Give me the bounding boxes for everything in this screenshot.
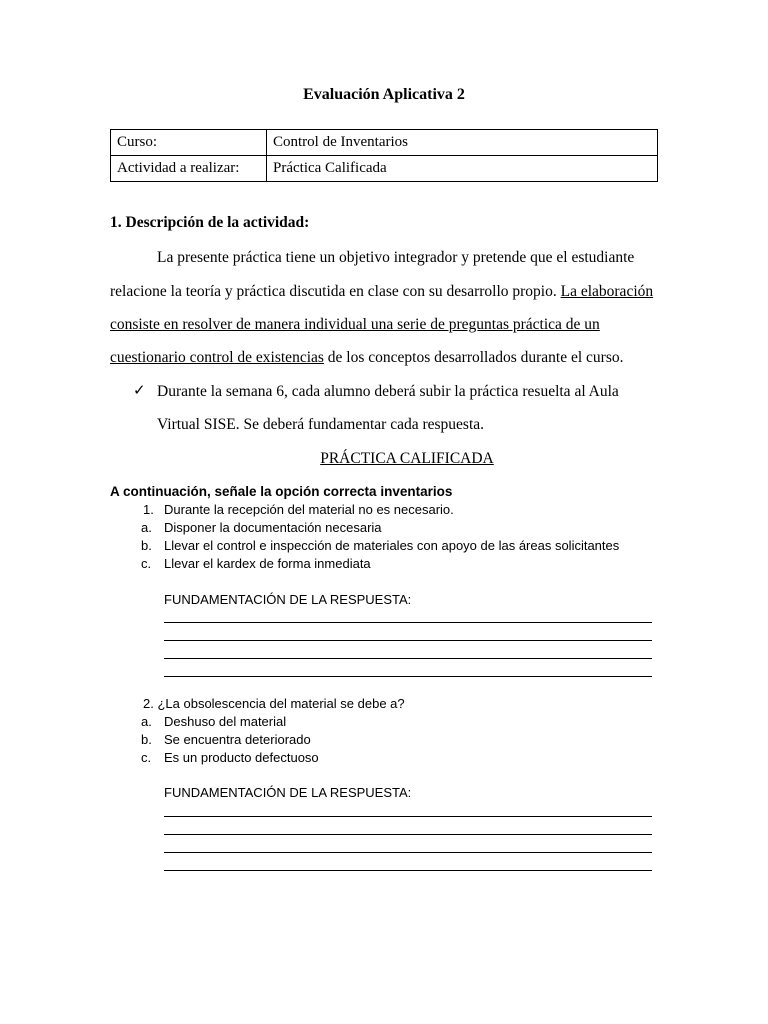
- answer-line[interactable]: [164, 834, 652, 835]
- option-marker: c.: [141, 750, 152, 765]
- description-underlined-text: La elaboración: [560, 283, 654, 300]
- course-info-table: [110, 129, 658, 182]
- answer-line[interactable]: [164, 622, 652, 623]
- description-underlined-text: consiste en resolver de manera individual una serie de preguntas práctica de un: [110, 316, 600, 333]
- answer-line[interactable]: [164, 852, 652, 853]
- option-text: Es un producto defectuoso: [164, 750, 319, 765]
- question-number: 1.: [143, 502, 154, 517]
- question-line: [143, 696, 405, 711]
- answer-line[interactable]: [164, 816, 652, 817]
- question-number: 2.: [143, 696, 154, 711]
- fundamentation-label: FUNDAMENTACIÓN DE LA RESPUESTA:: [164, 785, 412, 800]
- course-value: Control de Inventarios: [267, 130, 658, 156]
- table-row: [111, 156, 658, 182]
- option-marker: c.: [141, 556, 152, 571]
- option-text: Llevar el control e inspección de materiales con apoyo de las áreas solicitantes: [164, 538, 620, 553]
- option-text: Deshuso del material: [164, 714, 287, 729]
- description-line: La presente práctica tiene un objetivo integrador y pretende que el estudiante: [157, 249, 635, 266]
- question-text: ¿La obsolescencia del material se debe a?: [157, 696, 405, 711]
- description-line: [110, 283, 653, 301]
- option-marker: b.: [141, 732, 152, 747]
- section-heading: 1. Descripción de la actividad:: [110, 214, 310, 231]
- option-text: Llevar el kardex de forma inmediata: [164, 556, 371, 571]
- answer-line[interactable]: [164, 658, 652, 659]
- course-label: Curso:: [111, 130, 267, 156]
- document-title: Evaluación Aplicativa 2: [303, 86, 465, 103]
- option-text: Se encuentra deteriorado: [164, 732, 311, 747]
- option-marker: b.: [141, 538, 152, 553]
- instruction-text: A continuación, señale la opción correcta inventarios: [110, 484, 453, 499]
- description-line: [110, 349, 624, 367]
- activity-label: Actividad a realizar:: [111, 156, 267, 182]
- bullet-text: Virtual SISE. Se deberá fundamentar cada respuesta.: [157, 416, 485, 433]
- option-marker: a.: [141, 520, 152, 535]
- practice-heading: PRÁCTICA CALIFICADA: [320, 450, 494, 467]
- activity-value: Práctica Calificada: [267, 156, 658, 182]
- question-text: Durante la recepción del material no es necesario.: [164, 502, 454, 517]
- option-text: Disponer la documentación necesaria: [164, 520, 382, 535]
- description-underlined-text: cuestionario control de existencias: [110, 349, 324, 366]
- fundamentation-label: FUNDAMENTACIÓN DE LA RESPUESTA:: [164, 592, 412, 607]
- description-text: relacione la teoría y práctica discutida en clase con su desarrollo propio.: [110, 283, 561, 300]
- option-marker: a.: [141, 714, 152, 729]
- table-row: [111, 130, 658, 156]
- answer-line[interactable]: [164, 870, 652, 871]
- checkmark-icon: ✓: [133, 383, 146, 399]
- answer-line[interactable]: [164, 640, 652, 641]
- bullet-text: Durante la semana 6, cada alumno deberá subir la práctica resuelta al Aula: [157, 383, 619, 400]
- description-text: de los conceptos desarrollados durante el curso.: [323, 349, 624, 366]
- answer-line[interactable]: [164, 676, 652, 677]
